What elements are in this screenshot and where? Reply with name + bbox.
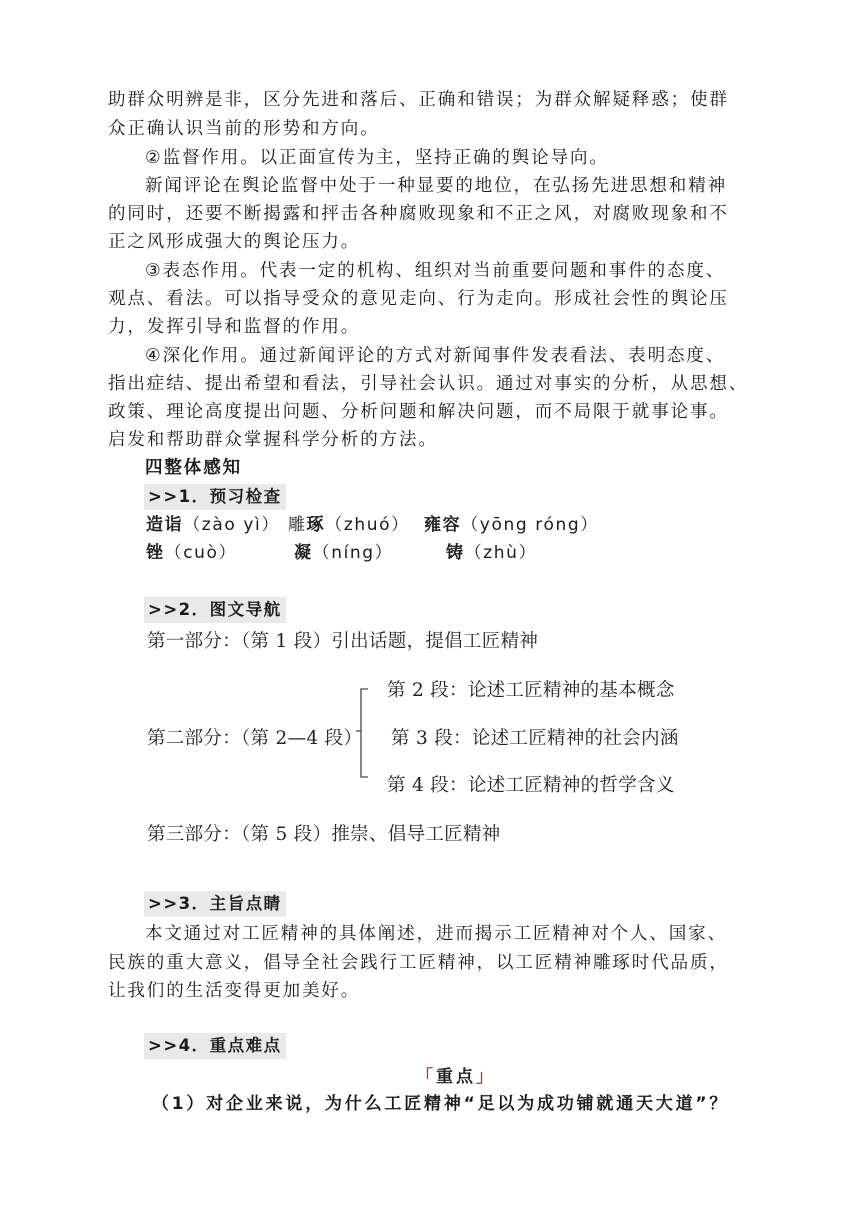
paragraph-line: 助群众明辨是非，区分先进和落后、正确和错误；为群众解疑释惑；使群: [108, 90, 729, 110]
vocab-word: 凝: [294, 543, 313, 563]
vocab-word: 雍容: [424, 515, 462, 535]
key-point-text: 重点: [436, 1067, 476, 1087]
pinyin-item: [294, 540, 393, 566]
key-point-label: [416, 1062, 496, 1087]
paragraph-line: 正之风形成强大的舆论压力。: [108, 232, 361, 252]
vocab-prefix: 雕: [288, 515, 307, 535]
bracket-close: 」: [476, 1067, 496, 1087]
outline-sub2: 第 3 段：论述工匠精神的社会内涵: [391, 728, 679, 749]
outline-sub1: 第 2 段：论述工匠精神的基本概念: [387, 680, 675, 701]
vocab-word: 造诣: [146, 515, 184, 535]
paragraph-line: 启发和帮助群众掌握科学分析的方法。: [108, 430, 438, 450]
paragraph-line: 众正确认识当前的形势和方向。: [108, 119, 380, 139]
outline-part3: 第三部分：（第 5 段）推崇、倡导工匠精神: [147, 824, 501, 845]
section-header-navigation: >>2．图文导航: [144, 597, 286, 623]
theme-line: 本文通过对工匠精神的具体阐述，进而揭示工匠精神对个人、国家、: [145, 924, 727, 944]
pinyin-item: [146, 512, 280, 538]
vocab-pinyin: （yōng róng）: [461, 515, 599, 535]
vocab-word: 琢: [306, 515, 326, 535]
section-header-key-points: >>4．重点难点: [144, 1033, 286, 1059]
vocab-pinyin: （níng）: [312, 543, 394, 563]
key-question: （1）对企业来说，为什么工匠精神“足以为成功铺就通天大道”？: [152, 1094, 730, 1114]
paragraph-line: 新闻评论在舆论监督中处于一种显要的地位，在弘扬先进思想和精神: [145, 176, 727, 196]
vocab-pinyin: （zhù）: [464, 543, 538, 563]
pinyin-item: [446, 540, 537, 566]
pinyin-item: [146, 540, 237, 566]
bracket-open: 「: [416, 1067, 436, 1087]
theme-line: 民族的重大意义，倡导全社会践行工匠精神，以工匠精神雕琢时代品质，: [108, 953, 729, 973]
vocab-word: 铸: [446, 543, 465, 563]
paragraph-line: 指出症结、提出希望和看法，引导社会认识。通过对事实的分析，从思想、: [108, 374, 749, 394]
section-title: 四整体感知: [145, 458, 242, 478]
paragraph-line: 力，发挥引导和监督的作用。: [108, 317, 361, 337]
outline-part2: 第二部分：（第 2—4 段）: [147, 728, 363, 749]
outline-part1: 第一部分：（第 1 段）引出话题，提倡工匠精神: [147, 631, 539, 652]
pinyin-item: [288, 512, 410, 538]
paragraph-line: 的同时，还要不断揭露和抨击各种腐败现象和不正之风，对腐败现象和不: [108, 204, 729, 224]
vocab-pinyin: （cuò）: [164, 543, 238, 563]
vocab-pinyin: （zhuó）: [325, 515, 410, 535]
paragraph-line: 政策、理论高度提出问题、分析问题和解决问题，而不局限于就事论事。: [108, 402, 729, 422]
paragraph-line: ④深化作用。通过新闻评论的方式对新闻事件发表看法、表明态度、: [145, 346, 726, 366]
paragraph-line: ②监督作用。以正面宣传为主，坚持正确的舆论导向。: [145, 148, 609, 168]
vocab-pinyin: （zào yì）: [183, 515, 280, 535]
section-header-theme: >>3．主旨点睛: [144, 891, 286, 917]
outline-brace: [355, 688, 369, 778]
outline-sub3: 第 4 段：论述工匠精神的哲学含义: [387, 775, 675, 796]
paragraph-line: 观点、看法。可以指导受众的意见走向、行为走向。形成社会性的舆论压: [108, 289, 729, 309]
theme-line: 让我们的生活变得更加美好。: [108, 981, 361, 1001]
pinyin-item: [424, 512, 599, 538]
section-header-preview: >>1．预习检查: [144, 484, 286, 510]
paragraph-line: ③表态作用。代表一定的机构、组织对当前重要问题和事件的态度、: [145, 261, 726, 281]
vocab-word: 锉: [146, 543, 165, 563]
